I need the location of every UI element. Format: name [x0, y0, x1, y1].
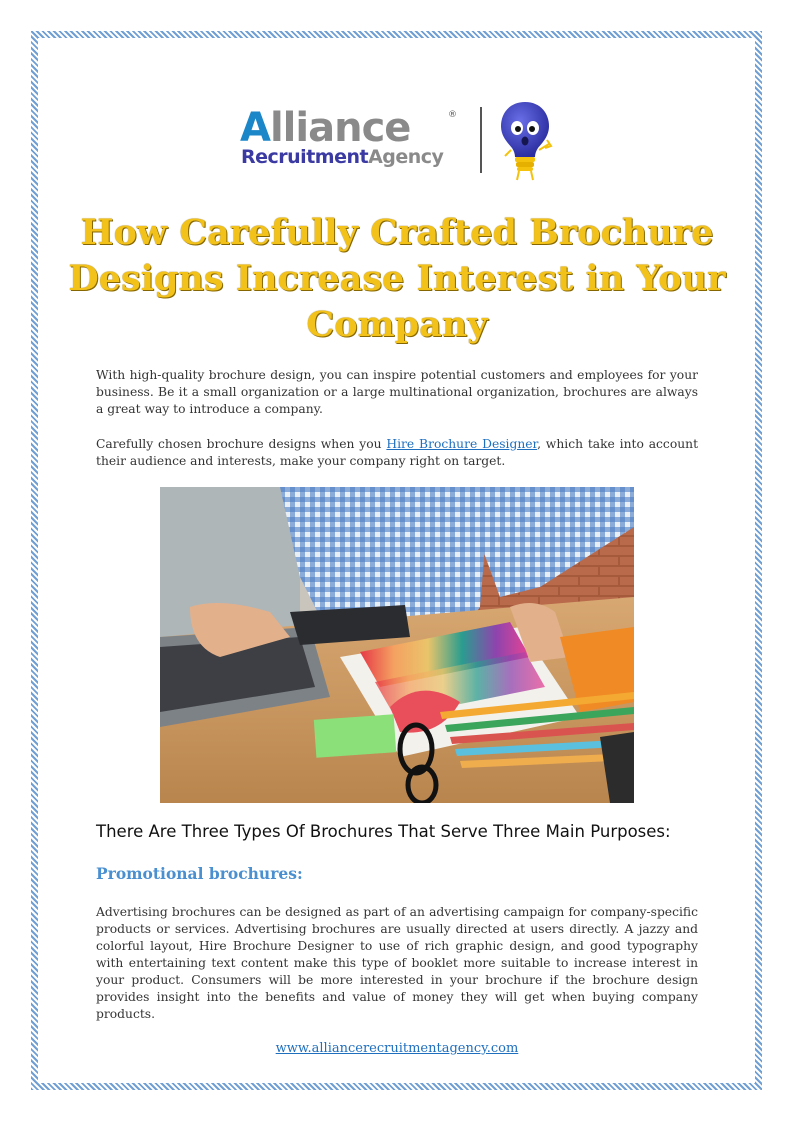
logo-word-recruitment-agency: RecruitmentAgency: [241, 146, 444, 168]
footer-website-link[interactable]: www.alliancerecruitmentagency.com: [275, 1041, 519, 1056]
promotional-brochures-heading: Promotional brochures:: [96, 864, 303, 883]
section-heading: There Are Three Types Of Brochures That Serve Three Main Purposes:: [96, 822, 671, 841]
company-logo: [240, 100, 560, 185]
designer-desk-photo: [160, 487, 634, 803]
registered-mark: ®: [448, 110, 457, 120]
page-title: How Carefully Crafted Brochure Designs Increase Interest in Your Company: [68, 212, 726, 345]
lightbulb-mascot-icon: [495, 100, 555, 185]
hire-brochure-designer-link[interactable]: Hire Brochure Designer: [386, 437, 538, 451]
logo-divider: [480, 107, 482, 173]
logo-word-alliance: Alliance: [240, 105, 411, 151]
second-paragraph: Carefully chosen brochure designs when you Hire Brochure Designer, which take into account their audience and interests, make your company right on target.: [96, 437, 699, 468]
promotional-body-paragraph: Advertising brochures can be designed as part of an advertising campaign for company-specific products or services. Advertising brochures are usually directed at users directly. A jazzy and colorful layout, Hire Brochure Designer to use of rich graphic design, and good typography with entertaining text content make this type of booklet more suitable to increase interest in your product. Consumers will be more interested in your brochure if the brochure design provides insight into the benefits and value of money they will get when buying company products.: [96, 905, 698, 1021]
intro-paragraph: With high-quality brochure design, you can inspire potential customers and employees for your business. Be it a small organization or a large multinational organization, brochures are always a great way to introduce a company.: [96, 368, 698, 416]
